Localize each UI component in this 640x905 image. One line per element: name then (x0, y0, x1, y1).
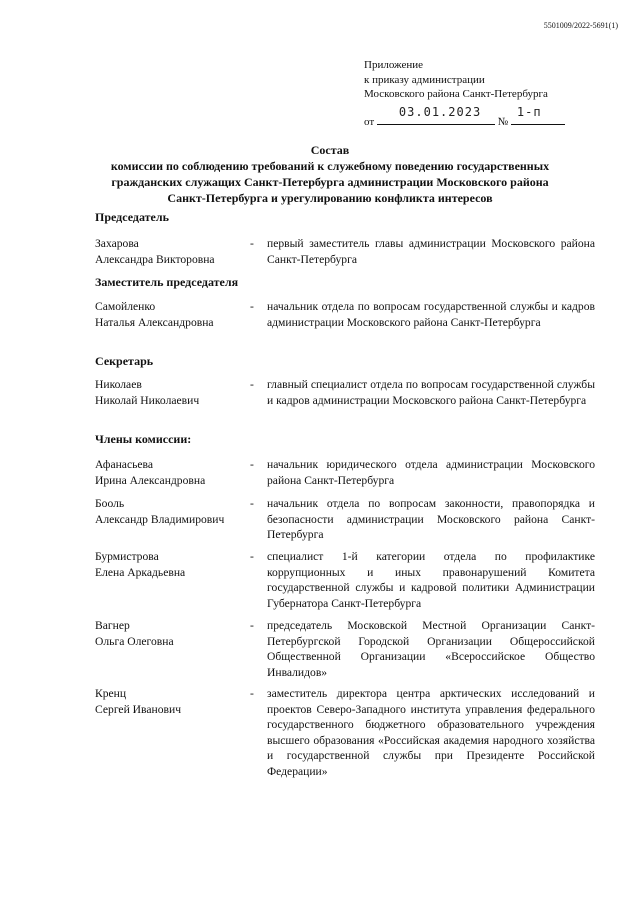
appendix-line: Московского района Санкт-Петербурга (364, 88, 548, 100)
date-field (377, 105, 495, 125)
title-line: комиссии по соблюдению требований к служебному поведению государственных (110, 159, 550, 173)
order-date-number-line (364, 105, 565, 128)
member-given-name: Ирина Александровна (95, 473, 206, 487)
document-title (60, 142, 600, 206)
member-surname: Самойленко (95, 300, 156, 313)
section-vice-chair: Заместитель председателя (95, 275, 239, 289)
handwritten-number: 1-п (516, 105, 542, 119)
member-name (95, 549, 250, 580)
member-role: начальник отдела по вопросам законности, правопорядка и безопасности администрации Московского района Санкт-Петербурга (267, 497, 595, 541)
member-surname: Николаев (95, 378, 142, 391)
member-name (95, 686, 250, 717)
member-name (95, 618, 250, 649)
member-role: начальник юридического отдела администрации Московского района Санкт-Петербурга (267, 458, 595, 487)
member-role: заместитель директора центра арктических исследований и проектов Северо-Западного института управления федерального государственного бюджетного образовательного учреждения высшего образования «Российская академия народного хозяйства и государственной службы при Президенте Российской Федерации» (267, 687, 595, 778)
member-given-name: Николай Николаевич (95, 393, 200, 407)
member-role: первый заместитель главы администрации Московского района Санкт-Петербурга (267, 237, 595, 266)
section-chair: Председатель (95, 210, 169, 224)
member-role: специалист 1-й категории отдела по профилактике коррупционных и иных правонарушений Комитета государственной службы и кадровой политики Администрации Губернатора Санкт-Петербурга (267, 550, 595, 610)
member-surname: Вагнер (95, 619, 130, 632)
member-given-name: Ольга Олеговна (95, 634, 174, 648)
member-surname: Кренц (95, 687, 127, 700)
member-role: председатель Московской Местной Организации Санкт-Петербургской Городской Организации Общероссийской Общественной Организации «Всероссийское Общество Инвалидов» (267, 619, 595, 679)
number-label: № (497, 116, 509, 128)
title-heading: Состав (310, 143, 350, 157)
member-given-name: Наталья Александровна (95, 315, 214, 329)
appendix-block (364, 58, 548, 102)
member-name (95, 299, 250, 330)
member-name (95, 496, 250, 527)
appendix-line: к приказу администрации (364, 73, 485, 86)
member-surname: Бурмистрова (95, 550, 159, 563)
number-field (511, 105, 565, 125)
section-secretary: Секретарь (95, 354, 154, 368)
member-role: начальник отдела по вопросам государственной службы и кадров администрации Московского района Санкт-Петербурга (267, 300, 595, 329)
member-name (95, 236, 250, 267)
member-given-name: Сергей Иванович (95, 702, 182, 716)
document-number: 5501009/2022-5691(1) (543, 21, 618, 30)
member-name (95, 457, 250, 488)
dash: - (250, 378, 254, 391)
member-given-name: Александр Владимирович (95, 512, 225, 526)
dash: - (250, 237, 254, 250)
dash: - (250, 619, 254, 632)
dash: - (250, 300, 254, 313)
section-members: Члены комиссии: (95, 432, 192, 446)
dash: - (250, 550, 254, 563)
member-surname: Афанасьева (95, 458, 153, 471)
member-name (95, 377, 250, 408)
member-role: главный специалист отдела по вопросам государственной службы и кадров администрации Московского района Санкт-Петербурга (267, 378, 595, 407)
dash: - (250, 687, 254, 700)
member-surname: Бооль (95, 497, 125, 510)
member-given-name: Елена Аркадьевна (95, 565, 186, 579)
handwritten-date: 03.01.2023 (398, 105, 482, 119)
dash: - (250, 497, 254, 510)
title-line: Санкт-Петербурга и урегулированию конфликта интересов (167, 191, 493, 205)
dash: - (250, 458, 254, 471)
appendix-line: Приложение (364, 59, 424, 71)
from-label: от (364, 116, 375, 128)
title-line: гражданских служащих Санкт-Петербурга администрации Московского района (111, 175, 549, 189)
member-surname: Захарова (95, 237, 139, 250)
member-given-name: Александра Викторовна (95, 252, 215, 266)
